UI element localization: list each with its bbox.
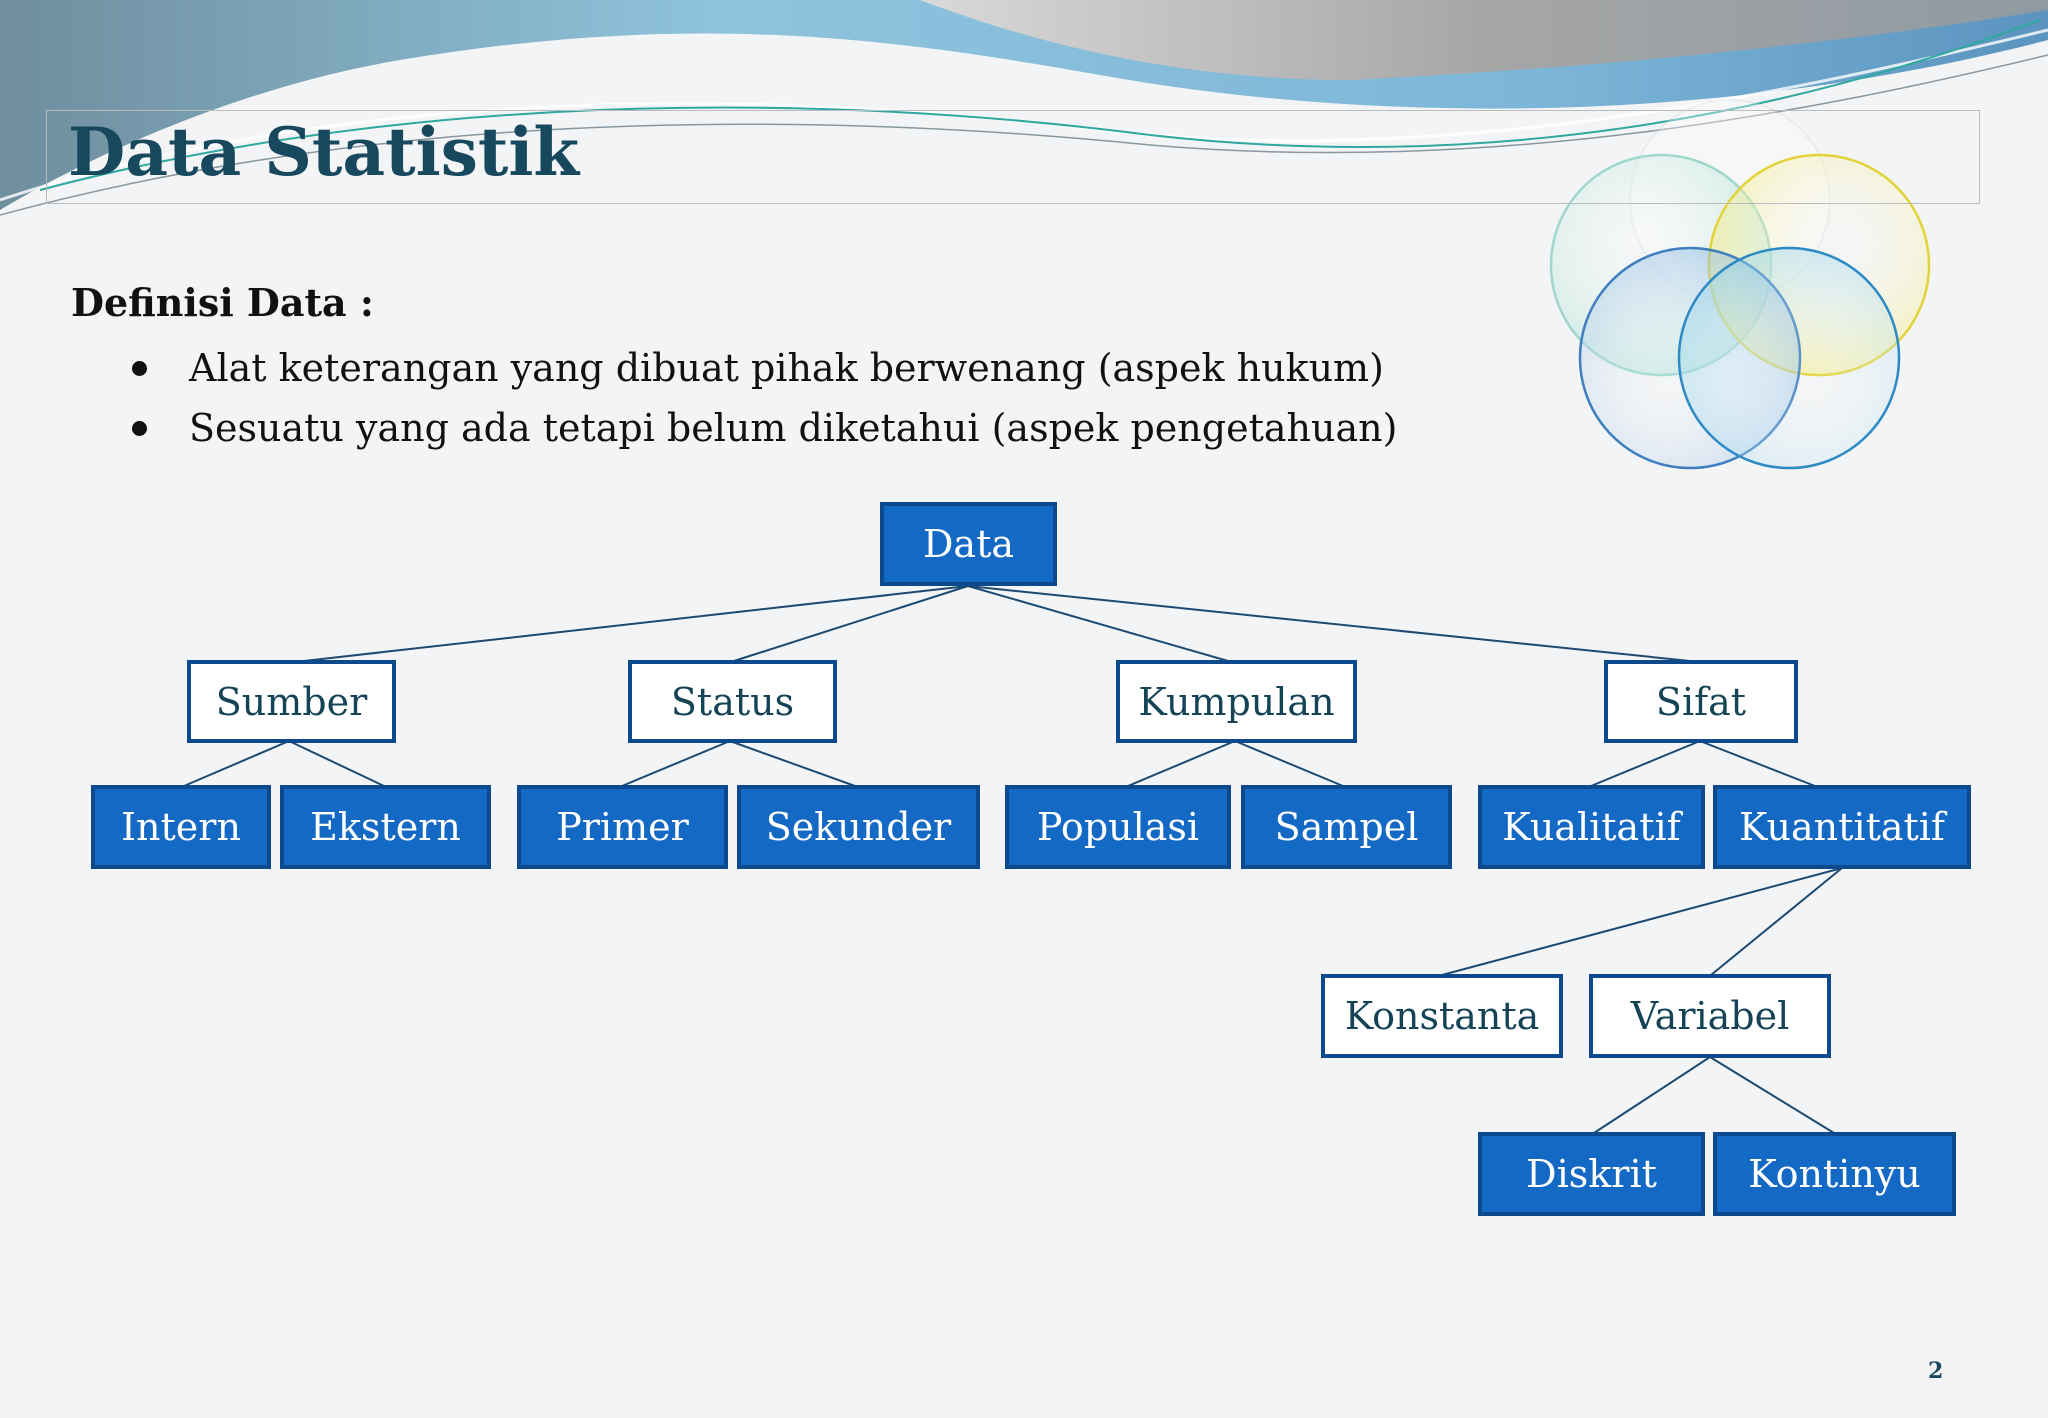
slide-title: Data Statistik — [68, 113, 580, 191]
node-kualitatif: Kualitatif — [1478, 785, 1705, 869]
connector-status-primer — [622, 741, 730, 786]
connector-sifat-kualitatif — [1591, 741, 1700, 786]
node-sumber: Sumber — [187, 660, 396, 743]
node-kumpulan: Kumpulan — [1116, 660, 1357, 743]
connector-data-kumpulan — [968, 586, 1228, 661]
node-sekunder: Sekunder — [737, 785, 980, 869]
node-sifat: Sifat — [1604, 660, 1798, 743]
definition-text: Alat keterangan yang dibuat pihak berwenang (aspek hukum) — [189, 346, 1384, 390]
node-konstanta: Konstanta — [1321, 974, 1563, 1058]
connector-variabel-kontinyu — [1710, 1057, 1834, 1133]
connector-variabel-diskrit — [1594, 1057, 1710, 1133]
node-kontinyu: Kontinyu — [1713, 1132, 1956, 1216]
connector-sifat-kuantitatif — [1700, 741, 1815, 786]
definition-text: Sesuatu yang ada tetapi belum diketahui (aspek pengetahuan) — [189, 406, 1398, 450]
connector-sumber-ekstern — [289, 741, 384, 786]
connector-data-status — [734, 586, 968, 661]
connector-kumpulan-populasi — [1128, 741, 1235, 786]
node-data: Data — [880, 502, 1057, 586]
connector-kuantitatif-konstanta — [1442, 868, 1842, 975]
connector-kumpulan-sampel — [1235, 741, 1343, 786]
node-intern: Intern — [91, 785, 271, 869]
node-sampel: Sampel — [1241, 785, 1452, 869]
node-ekstern: Ekstern — [280, 785, 491, 869]
definition-heading: Definisi Data : — [71, 280, 374, 325]
node-populasi: Populasi — [1005, 785, 1231, 869]
node-variabel: Variabel — [1589, 974, 1831, 1058]
connector-sumber-intern — [184, 741, 289, 786]
connector-kuantitatif-variabel — [1711, 868, 1842, 975]
page-number: 2 — [1928, 1358, 1944, 1384]
node-diskrit: Diskrit — [1478, 1132, 1705, 1216]
connector-data-sumber — [304, 586, 968, 661]
connector-status-sekunder — [730, 741, 855, 786]
node-kuantitatif: Kuantitatif — [1713, 785, 1971, 869]
node-primer: Primer — [517, 785, 728, 869]
node-status: Status — [628, 660, 837, 743]
connector-data-sifat — [968, 586, 1690, 661]
